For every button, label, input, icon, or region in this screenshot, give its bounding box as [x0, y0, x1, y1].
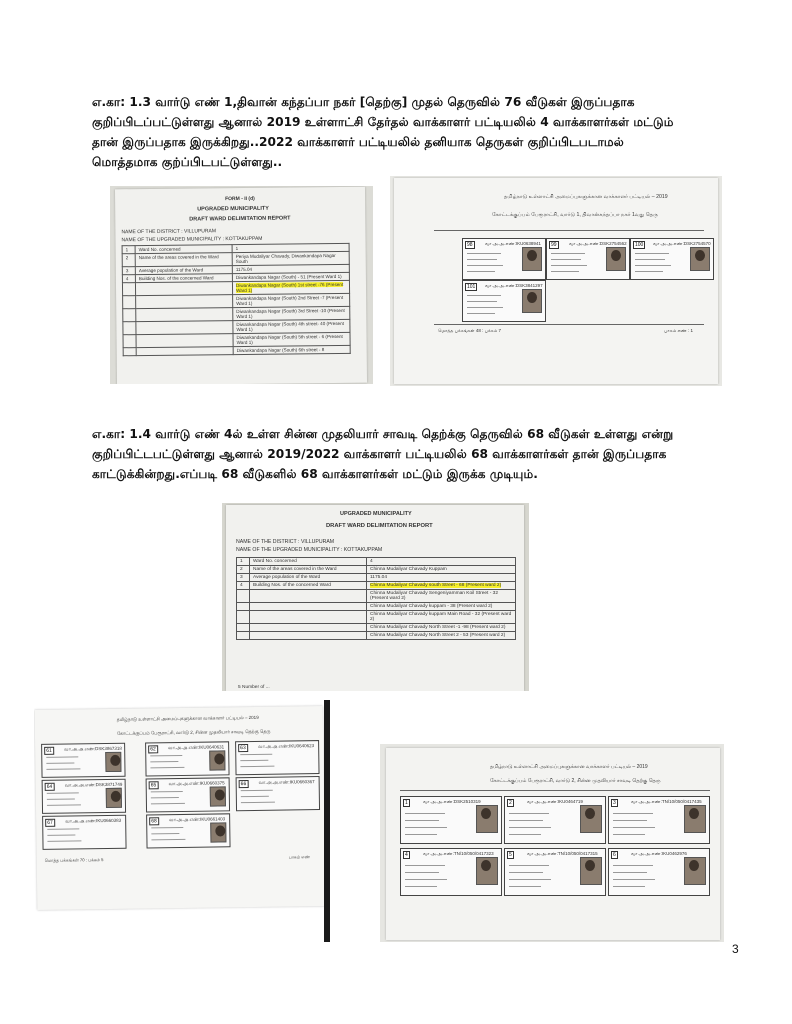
- street-entry: Diwankandapa Nagar (South) 2nd Street -7 (Present Ward 1): [233, 293, 350, 307]
- roll-footer-right: பாகம் எண் : 1: [664, 328, 693, 333]
- voter-roll-photo-ward-1: [390, 176, 722, 386]
- paragraph-line: எ.கா: 1.3 வார்டு எண் 1,திவான் கந்தப்பா நகர் [தெற்கு] முதல் தெருவில் 76 வீடுகள் இருப்பதாக: [92, 95, 635, 109]
- municipality-name: NAME OF THE UPGRADED MUNICIPALITY : KOTTAKUPPAM: [236, 547, 383, 553]
- form-heading: UPGRADED MUNICIPALITY: [340, 511, 412, 517]
- street-entry: Chinna Mudaliyar Chavady North Street 2 - 53 (Present ward 2): [367, 632, 516, 640]
- highlighted-street: Chinna Mudaliyar Chavady south Street - 68 (Present ward 2): [370, 583, 502, 588]
- voter-card: 67 வா.அ.அ.எண்:IKU0660383: [42, 815, 126, 850]
- form-subheading: DRAFT WARD DELIMITATION REPORT: [326, 523, 433, 529]
- roll-subtitle: கோட்டக்குப்பம் பேரூராட்சி, வார்டு 2, சின்ன முதலியார் சாவடி தெற்கு தெரு: [116, 728, 271, 736]
- voter-card: 99 வா.அ.அ.எண்:DSK2754562: [546, 238, 630, 280]
- street-entry: Diwankandapa Nagar (South) 5th street - 6 (Present Ward 1): [233, 332, 350, 346]
- voter-photo-icon: [476, 805, 498, 833]
- page-number: 3: [732, 942, 739, 956]
- street-entry: Diwankandapa Nagar (South) 4th street- 40 (Present Ward 1): [233, 319, 350, 333]
- roll-footer-left: மொத்த பக்கங்கள் 48 : பக்கம் 7: [438, 328, 502, 333]
- roll-divider: [434, 230, 704, 231]
- voter-photo-icon: [106, 788, 122, 808]
- delimitation-table: 1 Ward No. concerned 1 2 Name of the areas covered in the Ward Periya Mudaliyar Chavady, Diwankandapa Nagar South 3 Average population of the Ward 1175.04 4 Building Nos. of the concerned Ward Diwankandapa Nagar (South) - 51 (Present Ward 1) Diwankandapa Nagar (South) 1st street -76 (Present Ward 1) Diwankandapa Nagar (South) 2nd Street -7 (Present Ward 1) Diwankandapa Nagar (South) 3rd Street -10 (Present Ward 1) Diwankandapa Nagar (South) 4th street- 40 (Present Ward 1) Diwankandapa Nagar (South) 5th street - 6 (Present Ward 1) Diwankandapa Nagar (South) 6th street - 8: [122, 243, 351, 356]
- street-entry: Chinna Mudaliyar Chavady North Street -1 -98 (Present ward 2): [367, 624, 516, 632]
- voter-card: 6 வா.அ.அ.எண்:IKU0462976: [608, 848, 710, 896]
- roll-subtitle: கோட்டக்குப்பம் பேரூராட்சி, வார்டு 1, திவான்கந்தப்பா நகர் 1வது தெரு: [492, 212, 658, 218]
- form-heading: UPGRADED MUNICIPALITY: [197, 205, 269, 213]
- paragraph-example-1-4: [92, 424, 722, 484]
- paragraph-line: காட்டுக்கின்றது.எப்படி 68 வீடுகளில் 68 வாக்காளர்கள் மட்டும் இருக்க முடியும்.: [92, 467, 538, 481]
- voter-card: 64 வா.அ.அ.எண்:DSK3871749: [42, 779, 126, 814]
- voter-card: 101 வா.அ.அ.எண்:DSK3841297: [462, 280, 546, 322]
- table-cutoff-row: 5 Number of ...: [238, 685, 270, 690]
- voter-card: 98 வா.அ.அ.எண்:IKU0638941: [462, 238, 546, 280]
- paragraph-line: தான் இருப்பதாக இருக்கிறது..2022 வாக்காளர் பட்டியலில் தனியாக தெருகள் குறிப்பிடபடாமல்: [92, 135, 624, 149]
- paragraph-line: எ.கா: 1.4 வார்டு எண் 4ல் உள்ள சின்ன முதலியார் சாவடி தெற்க்கு தெருவில் 68 வீடுகள் உள்ளது என்று: [92, 427, 674, 441]
- delimitation-table: 1 Ward No. concerned 4 2 Name of the areas covered in the Ward Chinna Mudaliyar Chavady Kuppam 3 Average population of the Ward 1175.04 4 Building Nos. of the concerned Ward Chinna Mudaliyar Chavady south Street - 68 (Present ward 2) Chinna Mudaliyar Chavady Sengeniyamman Koil Street - 32 (Present ward 2) Chinna Mudaliyar Chavady kuppam - 38 (Present ward 2) Chinna Mudaliyar Chavady kuppam Main Road - 32 (Present ward 2) Chinna Mudaliyar Chavady North Street -1 -98 (Present ward 2) Chinna Mudaliyar Chavady North Street 2 - 53 (Present ward 2): [236, 557, 516, 640]
- highlighted-street: Diwankandapa Nagar (South) 1st street -76 (Present Ward 1): [235, 281, 344, 294]
- voter-photo-icon: [580, 857, 602, 885]
- voter-photo-icon: [209, 750, 225, 770]
- voter-card: 66 வா.அ.அ.எண்:IKU0660367: [236, 776, 320, 811]
- voter-photo-icon: [476, 857, 498, 885]
- voter-card: 2 வா.அ.அ.எண்:IKU0464719: [504, 796, 606, 844]
- paragraph-line: குறிப்பிட்டபட்டுள்ளது ஆனால் 2019/2022 வாக்காளர் பட்டியலில் 68 வாக்காளர்கள் தான் இருப்பதாக: [92, 447, 667, 461]
- voter-photo-icon: [684, 805, 706, 833]
- district-name: NAME OF THE DISTRICT : VILLUPURAM: [121, 228, 217, 236]
- voter-card: 100 வா.அ.அ.எண்:DSK2754570: [630, 238, 714, 280]
- paragraph-line: மொத்தமாக குற்ப்பிடபட்டுள்ளது..: [92, 155, 283, 169]
- voter-photo-icon: [210, 822, 226, 842]
- district-name: NAME OF THE DISTRICT : VILLUPURAM: [236, 539, 335, 545]
- street-entry: Chinna Mudaliyar Chavady kuppam - 38 (Present ward 2): [367, 603, 516, 611]
- voter-photo-icon: [522, 289, 542, 313]
- voter-card: 63 வா.அ.அ.எண்:IKU0640623: [235, 740, 319, 775]
- street-entry: Chinna Mudaliyar Chavady kuppam Main Road - 32 (Present ward 2): [367, 611, 516, 624]
- scan-edge-shadow: [324, 700, 330, 942]
- voter-photo-icon: [684, 857, 706, 885]
- roll-title: தமிழ்நாடு உள்ளாட்சி அமைப்புகளுக்கான வாக்காளர் பட்டியல் – 2019: [116, 714, 259, 722]
- voter-photo-icon: [105, 752, 121, 772]
- voter-card: 62 வா.அ.அ.எண்:IKU0640631: [145, 741, 229, 776]
- form-number: FORM - II (d): [225, 195, 255, 203]
- voter-photo-icon: [690, 247, 710, 271]
- voter-card: 68 வா.அ.அ.எண்:IKU0661403: [146, 813, 230, 848]
- street-entry: Diwankandapa Nagar (South) 6th street - 8: [233, 345, 350, 354]
- street-entry: Chinna Mudaliyar Chavady Sengeniyamman Koil Street - 32 (Present ward 2): [367, 590, 516, 603]
- roll-title: தமிழ்நாடு உள்ளாட்சி அமைப்புகளுக்கான வாக்காளர் பட்டியல் – 2019: [504, 194, 668, 200]
- voter-roll-photo-ward-2-right: [380, 744, 724, 942]
- street-entry: Diwankandapa Nagar (South) 3rd Street -10 (Present Ward 1): [233, 306, 350, 320]
- voter-card: 65 வா.அ.அ.எண்:IKU0660375: [146, 777, 230, 812]
- form-subheading: DRAFT WARD DELIMITATION REPORT: [189, 215, 291, 223]
- voter-photo-icon: [210, 786, 226, 806]
- voter-card: 1 வா.அ.அ.எண்:DSK2510319: [400, 796, 502, 844]
- roll-footer-right: பாகம் எண்: [288, 854, 310, 860]
- voter-card: 5 வா.அ.அ.எண்:TN/10/050/0417315: [504, 848, 606, 896]
- voter-photo-icon: [580, 805, 602, 833]
- roll-title: தமிழ்நாடு உள்ளாட்சி அமைப்புகளுக்கான வாக்காளர் பட்டியல் – 2019: [490, 764, 648, 770]
- municipality-name: NAME OF THE UPGRADED MUNICIPALITY : KOTTAKUPPAM: [121, 235, 263, 244]
- paragraph-example-1-3: [92, 92, 722, 172]
- form-photo-ward-1: [110, 186, 373, 384]
- roll-subtitle: கோட்டக்குப்பம் பேரூராட்சி, வார்டு 2, சின்ன முதலியார் சாவடி தெற்கு தெரு: [490, 778, 661, 784]
- roll-footer-left: மொத்த பக்கங்கள் 70 : பக்கம் 5: [44, 857, 104, 863]
- form-photo-ward-4: [222, 503, 529, 691]
- paragraph-line: குறிப்பிடப்பட்டுள்ளது ஆனால் 2019 உள்ளாட்சி தேர்தல் வாக்காளர் பட்டியலில் 4 வாக்காளர்கள் மட்டும்: [92, 115, 674, 129]
- voter-photo-icon: [522, 247, 542, 271]
- voter-card: 4 வா.அ.அ.எண்:TN/10/050/0417323: [400, 848, 502, 896]
- voter-card: 3 வா.அ.அ.எண்:TN/10/050/0417435: [608, 796, 710, 844]
- voter-photo-icon: [606, 247, 626, 271]
- voter-card: 61 வா.அ.அ.எண்:DSK3867318: [41, 743, 125, 778]
- voter-roll-photo-ward-2-left: [34, 700, 330, 942]
